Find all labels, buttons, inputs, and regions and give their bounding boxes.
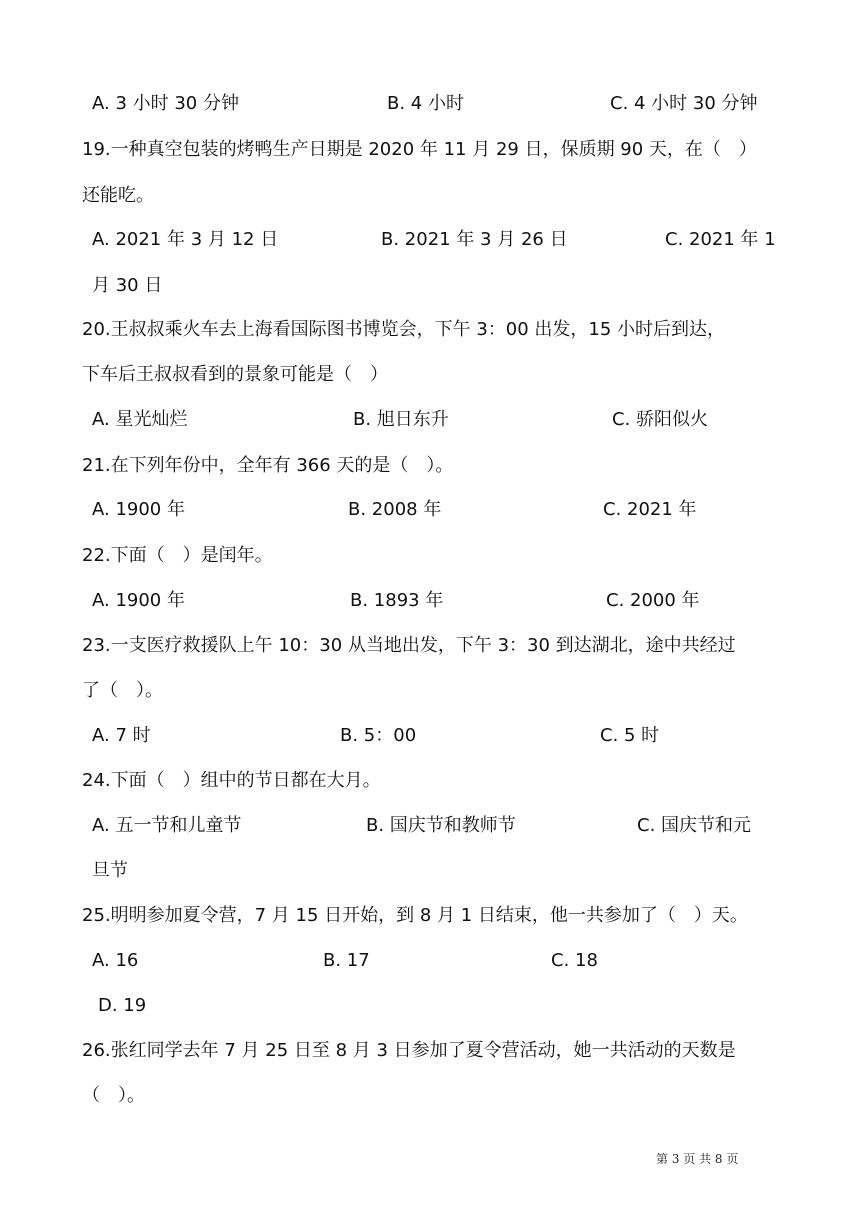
q21-option-c: C. 2021 年 (603, 499, 697, 520)
q25-option-c: C. 18 (551, 950, 598, 971)
q20-option-c: C. 骄阳似火 (612, 409, 709, 430)
q25-option-b: B. 17 (323, 950, 370, 971)
q19-option-a: A. 2021 年 3 月 12 日 (92, 229, 279, 250)
q24-option-c: C. 国庆节和元 (637, 815, 752, 836)
q18-option-c: C. 4 小时 30 分钟 (610, 93, 758, 114)
q23-stem-line2: 了（ ）。 (82, 680, 163, 701)
q23-option-a: A. 7 时 (92, 725, 151, 746)
q22-option-c: C. 2000 年 (606, 590, 700, 611)
q26-stem-line2: （ ）。 (82, 1085, 145, 1106)
q26-stem-line1: 26.张红同学去年 7 月 25 日至 8 月 3 日参加了夏令营活动，她一共活动的天数是 (82, 1040, 736, 1061)
q24-stem-line1: 24.下面（ ）组中的节日都在大月。 (82, 770, 381, 791)
q25-option-d: D. 19 (98, 995, 147, 1016)
q25-option-a: A. 16 (92, 950, 139, 971)
q22-option-b: B. 1893 年 (350, 590, 444, 611)
q19-option-c: C. 2021 年 1 (665, 229, 776, 250)
q24-option-b: B. 国庆节和教师节 (366, 815, 516, 836)
q20-stem-line2: 下车后王叔叔看到的景象可能是（ ） (82, 364, 388, 385)
q24-option-a: A. 五一节和儿童节 (92, 815, 242, 836)
q21-option-b: B. 2008 年 (348, 499, 442, 520)
q20-stem-line1: 20.王叔叔乘火车去上海看国际图书博览会，下午 3：00 出发，15 小时后到达， (82, 319, 726, 340)
q23-option-b: B. 5：00 (340, 725, 417, 746)
q19-option-c-continued: 月 30 日 (92, 275, 163, 296)
q19-stem-line2: 还能吃。 (82, 185, 154, 206)
q23-option-c: C. 5 时 (600, 725, 660, 746)
page-number: 第 3 页 共 8 页 (656, 1152, 739, 1166)
q21-stem-line1: 21.在下列年份中，全年有 366 天的是（ ）。 (82, 455, 454, 476)
q22-stem-line1: 22.下面（ ）是闰年。 (82, 545, 273, 566)
q18-option-a: A. 3 小时 30 分钟 (92, 93, 239, 114)
q21-option-a: A. 1900 年 (92, 499, 185, 520)
q20-option-b: B. 旭日东升 (353, 409, 449, 430)
q18-option-b: B. 4 小时 (387, 93, 464, 114)
q19-option-b: B. 2021 年 3 月 26 日 (381, 229, 568, 250)
q24-option-c-continued: 旦节 (92, 860, 128, 881)
q19-stem-line1: 19.一种真空包装的烤鸭生产日期是 2020 年 11 月 29 日，保质期 90 天，在（ ） (82, 139, 757, 160)
q22-option-a: A. 1900 年 (92, 590, 185, 611)
q23-stem-line1: 23.一支医疗救援队上午 10：30 从当地出发，下午 3：30 到达湖北，途中共经过 (82, 635, 736, 656)
q25-stem-line1: 25.明明参加夏令营，7 月 15 日开始，到 8 月 1 日结束，他一共参加了（ ）天。 (82, 905, 748, 926)
q20-option-a: A. 星光灿烂 (92, 409, 188, 430)
